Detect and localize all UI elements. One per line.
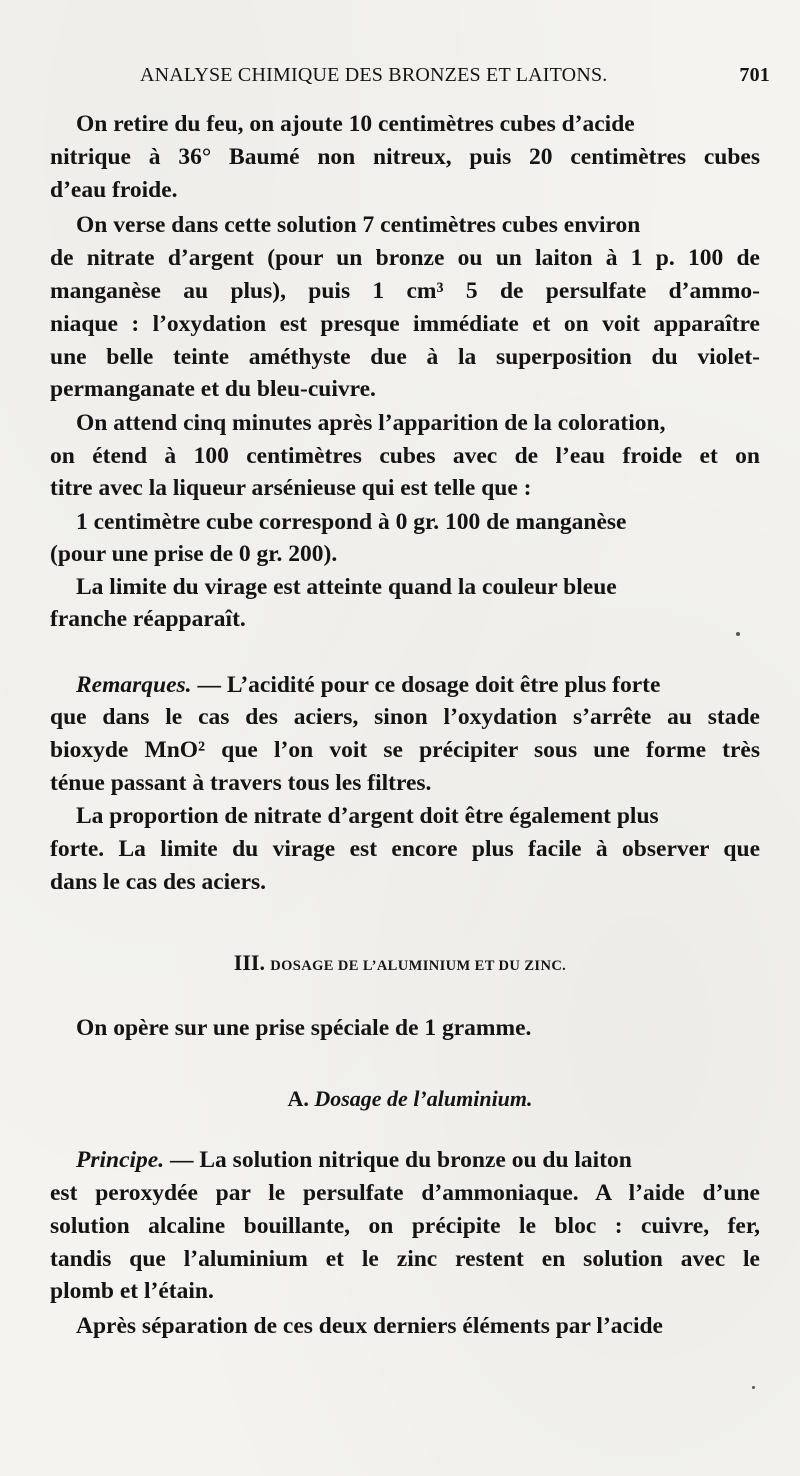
text-line: La proportion de nitrate d’argent doit être également plus <box>76 803 659 829</box>
text-span: — L’acidité pour ce dosage doit être plus forte <box>191 672 661 698</box>
text-line: permanganate et du bleu-cuivre. <box>50 376 376 402</box>
text-line: tandis que l’aluminium et le zinc restent en solution avec le <box>50 1246 760 1272</box>
text-line: titre avec la liqueur arsénieuse qui est telle que : <box>50 475 532 501</box>
text-line <box>76 669 760 701</box>
section-number: III. <box>233 950 265 975</box>
text-line: on étend à 100 centimètres cubes avec de l’eau froide et on <box>50 443 760 469</box>
text-line: solution alcaline bouillante, on précipite le bloc : cuivre, fer, <box>50 1213 760 1239</box>
section-heading <box>0 950 800 976</box>
section-title: DOSAGE DE L’ALUMINIUM ET DU ZINC. <box>270 958 567 974</box>
running-head-title: ANALYSE CHIMIQUE DES BRONZES ET LAITONS. <box>140 64 608 86</box>
text-line: On retire du feu, on ajoute 10 centimètres cubes d’acide <box>76 111 635 137</box>
text-line: bioxyde MnO² que l’on voit se précipiter sous une forme très <box>50 737 760 763</box>
text-line: La limite du virage est atteinte quand la couleur bleue <box>76 574 617 600</box>
text-line: franche réapparaît. <box>50 606 246 632</box>
running-head <box>140 64 770 94</box>
text-line: On verse dans cette solution 7 centimètres cubes environ <box>76 212 641 238</box>
text-line: que dans le cas des aciers, sinon l’oxydation s’arrête au stade <box>50 704 760 730</box>
page-number: 701 <box>739 64 770 86</box>
principe-label: Principe. <box>76 1147 165 1173</box>
subsection-heading <box>10 1086 800 1112</box>
text-line: d’eau froide. <box>50 177 178 203</box>
text-line: de nitrate d’argent (pour un bronze ou un laiton à 1 p. 100 de <box>50 245 760 271</box>
text-line: nitrique à 36° Baumé non nitreux, puis 20 centimètres cubes <box>50 144 760 170</box>
text-line: est peroxydée par le persulfate d’ammoniaque. A l’aide d’une <box>50 1180 760 1206</box>
text-line: dans le cas des aciers. <box>50 869 267 895</box>
text-line: (pour une prise de 0 gr. 200). <box>50 541 338 567</box>
text-line: niaque : l’oxydation est presque immédiate et on voit apparaître <box>50 311 760 337</box>
text-line: ténue passant à travers tous les filtres. <box>50 770 432 796</box>
text-line: On opère sur une prise spéciale de 1 gramme. <box>76 1015 532 1041</box>
scan-speck <box>752 1386 755 1389</box>
text-line: une belle teinte améthyste due à la superposition du violet- <box>50 344 760 370</box>
remarques-label: Remarques. <box>76 672 192 698</box>
subsection-title: Dosage de l’aluminium. <box>314 1086 533 1111</box>
scan-speck <box>736 632 740 636</box>
subsection-letter: A. <box>287 1086 309 1111</box>
text-line: plomb et l’étain. <box>50 1278 214 1304</box>
text-line: forte. La limite du virage est encore plus facile à observer que <box>50 836 760 862</box>
text-line: On attend cinq minutes après l’apparition de la coloration, <box>76 410 666 436</box>
text-line: manganèse au plus), puis 1 cm³ 5 de persulfate d’ammo- <box>50 278 760 304</box>
text-span: — La solution nitrique du bronze ou du laiton <box>164 1147 632 1173</box>
text-line <box>76 1144 760 1176</box>
text-line: Après séparation de ces deux derniers éléments par l’acide <box>76 1313 663 1339</box>
text-line: 1 centimètre cube correspond à 0 gr. 100 de manganèse <box>76 509 627 535</box>
